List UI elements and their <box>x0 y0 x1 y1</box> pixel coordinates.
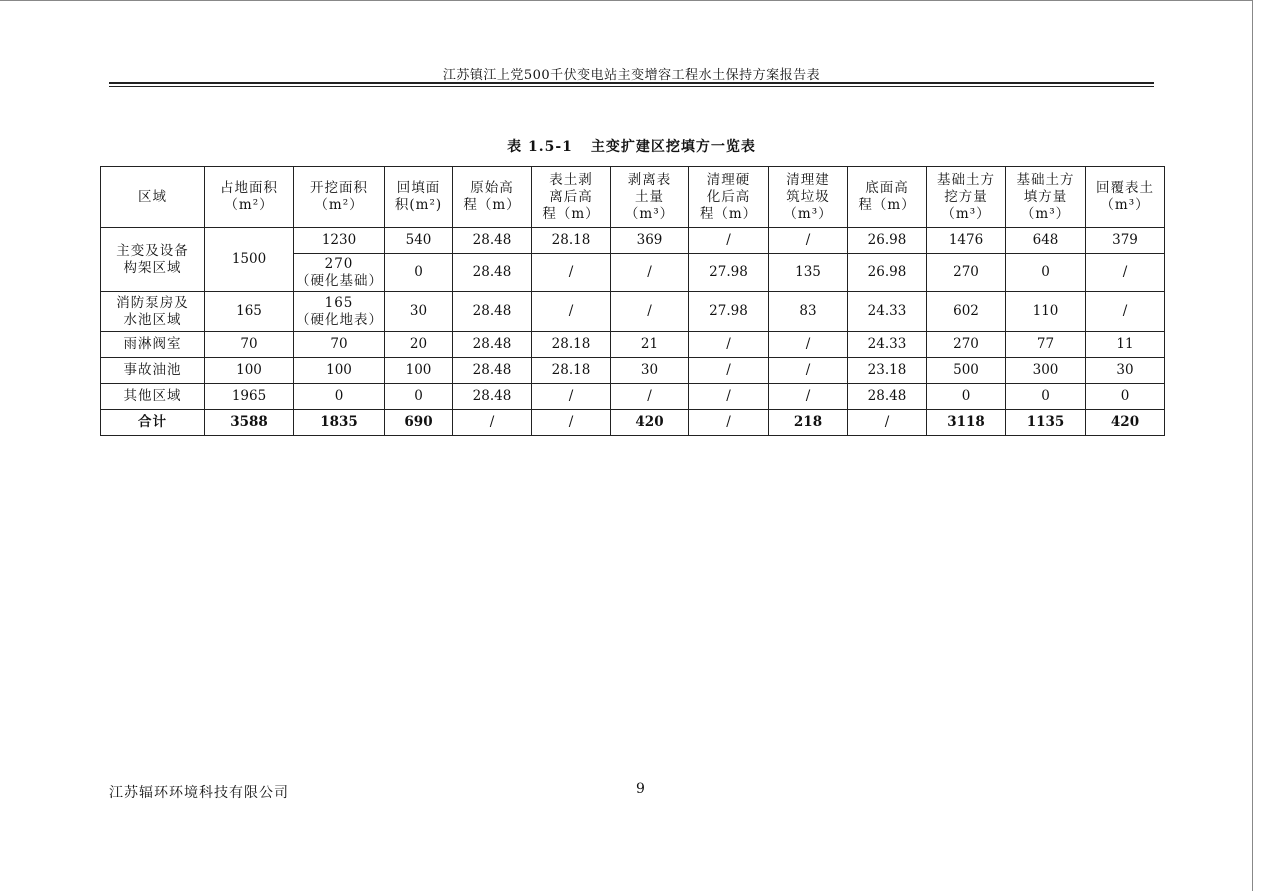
cell-cover: 420 <box>1086 410 1165 436</box>
cell-fill: 110 <box>1006 292 1086 332</box>
cell-excavation: 1230 <box>294 228 385 254</box>
cell-clear-elev: / <box>689 384 769 410</box>
cell-clear-elev: / <box>689 358 769 384</box>
header-row <box>101 167 1165 228</box>
cell-excavation: 270 （硬化基础） <box>294 254 385 292</box>
cell-cover: 11 <box>1086 332 1165 358</box>
cell-bottom-elev: 24.33 <box>848 332 927 358</box>
cell-strip-vol: 369 <box>611 228 689 254</box>
cell-debris: 83 <box>769 292 848 332</box>
cell-strip-vol: / <box>611 292 689 332</box>
table-row-total <box>101 410 1165 436</box>
cell-strip-vol: / <box>611 254 689 292</box>
cell-strip-elev: / <box>532 410 611 436</box>
cell-cover: / <box>1086 292 1165 332</box>
cell-cut: 500 <box>927 358 1006 384</box>
col-header-strip-vol: 剥离表 土量 （m³） <box>611 167 689 228</box>
col-header-cover: 回覆表土 （m³） <box>1086 167 1165 228</box>
cell-bottom-elev: 26.98 <box>848 228 927 254</box>
cell-area: 事故油池 <box>101 358 205 384</box>
col-header-excavation: 开挖面积 （m²） <box>294 167 385 228</box>
cell-bottom-elev: 24.33 <box>848 292 927 332</box>
cell-bottom-elev: / <box>848 410 927 436</box>
col-header-backfill: 回填面 积(m²) <box>385 167 453 228</box>
cell-occupied: 1500 <box>205 228 294 292</box>
cell-bottom-elev: 26.98 <box>848 254 927 292</box>
cell-occupied: 165 <box>205 292 294 332</box>
col-header-debris: 清理建 筑垃圾 （m³） <box>769 167 848 228</box>
cell-strip-vol: 21 <box>611 332 689 358</box>
cell-area: 消防泵房及 水池区域 <box>101 292 205 332</box>
cell-orig-elev: 28.48 <box>453 228 532 254</box>
table-number: 表 1.5-1 <box>507 139 573 155</box>
cell-excavation: 0 <box>294 384 385 410</box>
cell-cut: 270 <box>927 254 1006 292</box>
cell-clear-elev: / <box>689 410 769 436</box>
cell-excavation: 100 <box>294 358 385 384</box>
header-rule-thin <box>109 86 1154 87</box>
cell-orig-elev: 28.48 <box>453 384 532 410</box>
cell-strip-elev: 28.18 <box>532 228 611 254</box>
cell-fill: 300 <box>1006 358 1086 384</box>
cell-fill: 77 <box>1006 332 1086 358</box>
table-row-oil <box>101 358 1165 384</box>
cell-cover: 0 <box>1086 384 1165 410</box>
cell-backfill: 690 <box>385 410 453 436</box>
cell-orig-elev: 28.48 <box>453 332 532 358</box>
table-row-pump <box>101 292 1165 332</box>
cell-debris: / <box>769 384 848 410</box>
table-caption: 主变扩建区挖填方一览表 <box>590 139 756 155</box>
cell-orig-elev: 28.48 <box>453 254 532 292</box>
cell-backfill: 30 <box>385 292 453 332</box>
cell-cut: 270 <box>927 332 1006 358</box>
col-header-bottom-elev: 底面高 程（m） <box>848 167 927 228</box>
cell-strip-vol: 30 <box>611 358 689 384</box>
cell-clear-elev: 27.98 <box>689 292 769 332</box>
running-header: 江苏镇江上党500千伏变电站主变增容工程水土保持方案报告表 <box>442 68 821 83</box>
col-header-fill: 基础土方 填方量 （m³） <box>1006 167 1086 228</box>
cell-clear-elev: 27.98 <box>689 254 769 292</box>
cell-occupied: 100 <box>205 358 294 384</box>
col-header-occupied: 占地面积 （m²） <box>205 167 294 228</box>
col-header-orig-elev: 原始高 程（m） <box>453 167 532 228</box>
cell-backfill: 0 <box>385 254 453 292</box>
cell-cut: 0 <box>927 384 1006 410</box>
header-rule-thick <box>109 82 1154 84</box>
cell-area: 合计 <box>101 410 205 436</box>
cell-clear-elev: / <box>689 228 769 254</box>
cell-debris: / <box>769 358 848 384</box>
col-header-cut: 基础土方 挖方量 （m³） <box>927 167 1006 228</box>
cell-clear-elev: / <box>689 332 769 358</box>
cell-strip-elev: / <box>532 254 611 292</box>
earthwork-table <box>100 166 1165 436</box>
table-row-valve <box>101 332 1165 358</box>
cell-backfill: 100 <box>385 358 453 384</box>
cell-orig-elev: / <box>453 410 532 436</box>
cell-occupied: 1965 <box>205 384 294 410</box>
page-number: 9 <box>636 781 645 797</box>
cell-cover: / <box>1086 254 1165 292</box>
footer-company: 江苏辐环环境科技有限公司 <box>109 785 289 801</box>
col-header-strip-elev: 表土剥 离后高 程（m） <box>532 167 611 228</box>
cell-strip-elev: / <box>532 384 611 410</box>
cell-excavation: 165 （硬化地表） <box>294 292 385 332</box>
table-row-other <box>101 384 1165 410</box>
cell-fill: 0 <box>1006 384 1086 410</box>
cell-orig-elev: 28.48 <box>453 358 532 384</box>
cell-strip-vol: / <box>611 384 689 410</box>
cell-debris: 135 <box>769 254 848 292</box>
cell-occupied: 3588 <box>205 410 294 436</box>
cell-fill: 648 <box>1006 228 1086 254</box>
cell-cut: 3118 <box>927 410 1006 436</box>
cell-bottom-elev: 23.18 <box>848 358 927 384</box>
cell-cut: 1476 <box>927 228 1006 254</box>
cell-excavation: 1835 <box>294 410 385 436</box>
cell-area: 主变及设备 构架区域 <box>101 228 205 292</box>
cell-fill: 0 <box>1006 254 1086 292</box>
cell-strip-elev: / <box>532 292 611 332</box>
cell-backfill: 540 <box>385 228 453 254</box>
col-header-clear-elev: 清理硬 化后高 程（m） <box>689 167 769 228</box>
cell-strip-vol: 420 <box>611 410 689 436</box>
cell-orig-elev: 28.48 <box>453 292 532 332</box>
table-title <box>100 136 1163 156</box>
cell-debris: 218 <box>769 410 848 436</box>
cell-bottom-elev: 28.48 <box>848 384 927 410</box>
cell-cover: 379 <box>1086 228 1165 254</box>
cell-backfill: 0 <box>385 384 453 410</box>
cell-cover: 30 <box>1086 358 1165 384</box>
cell-strip-elev: 28.18 <box>532 358 611 384</box>
table-row-main-a <box>101 228 1165 254</box>
cell-area: 其他区域 <box>101 384 205 410</box>
cell-fill: 1135 <box>1006 410 1086 436</box>
cell-area: 雨淋阀室 <box>101 332 205 358</box>
cell-strip-elev: 28.18 <box>532 332 611 358</box>
cell-cut: 602 <box>927 292 1006 332</box>
cell-excavation: 70 <box>294 332 385 358</box>
cell-occupied: 70 <box>205 332 294 358</box>
cell-backfill: 20 <box>385 332 453 358</box>
cell-debris: / <box>769 332 848 358</box>
col-header-area: 区域 <box>101 167 205 228</box>
cell-debris: / <box>769 228 848 254</box>
